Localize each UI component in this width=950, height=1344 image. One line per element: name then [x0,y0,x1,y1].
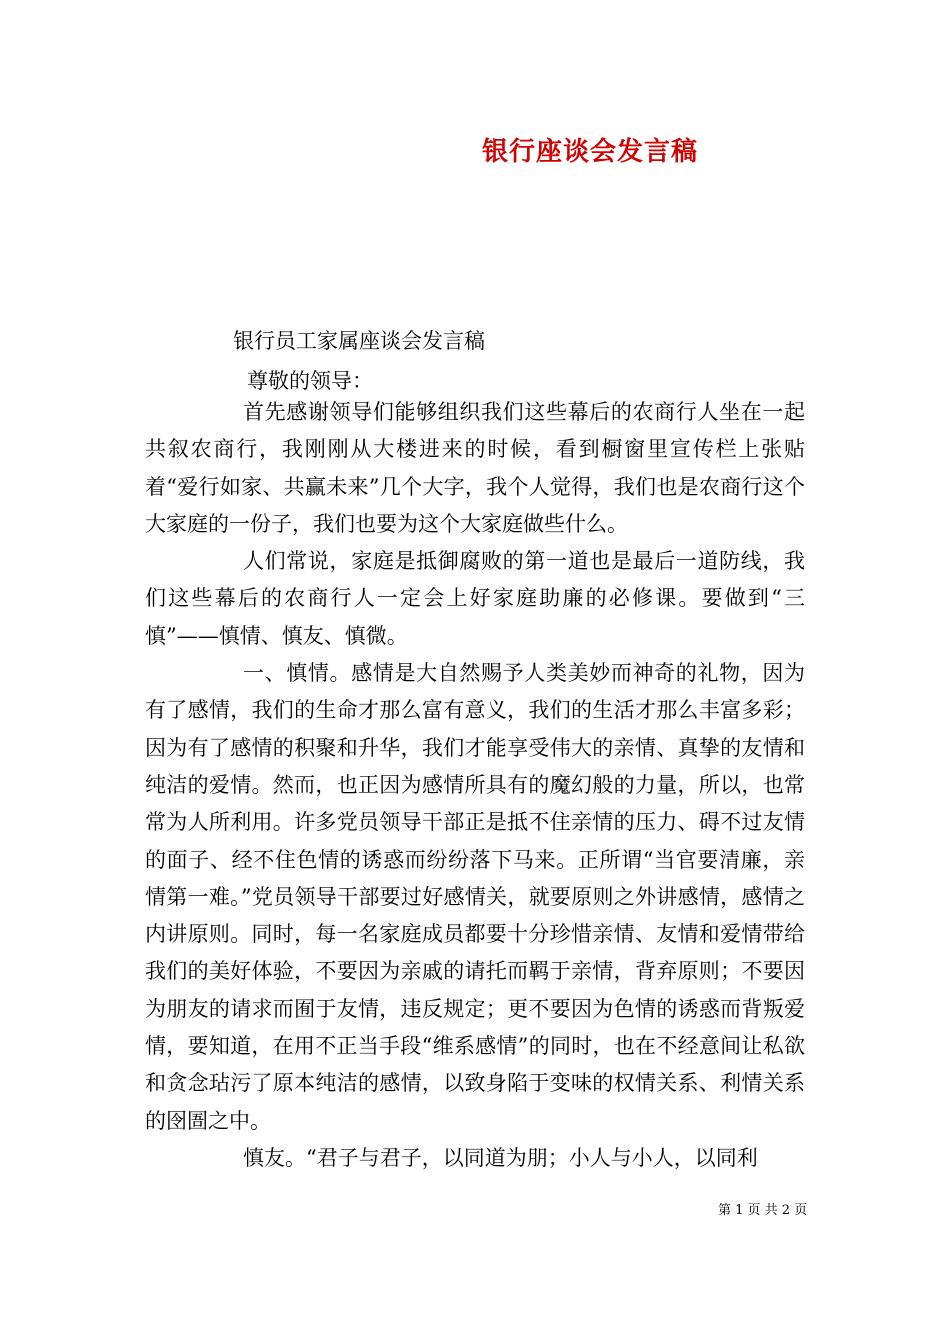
paragraph-three-cautions: 人们常说，家庭是抵御腐败的第一道也是最后一道防线，我们这些幕后的农商行人一定会上好家庭助廉的必修课。要做到“三慎”——慎情、慎友、慎微。 [145,549,805,648]
paragraph-caution-friends: 慎友。“君子与君子，以同道为朋；小人与小人，以同利 [243,1145,758,1170]
document-subtitle: 银行员工家属座谈会发言稿 [233,329,485,353]
salutation: 尊敬的领导： [247,369,373,393]
document-body [145,394,805,1177]
page-number-footer: 第 1 页 共 2 页 [718,1203,808,1218]
title-area [0,0,950,200]
paragraph-intro: 首先感谢领导们能够组织我们这些幕后的农商行人坐在一起共叙农商行，我刚刚从大楼进来的时候，看到橱窗里宣传栏上张贴着“爱行如家、共赢未来”几个大字，我个人觉得，我们也是农商行这个大家庭的一份子，我们也要为这个大家庭做些什么。 [145,400,805,536]
paragraph-caution-emotion: 一、慎情。感情是大自然赐予人类美妙而神奇的礼物，因为有了感情，我们的生命才那么富有意义，我们的生活才那么丰富多彩；因为有了感情的积聚和升华，我们才能享受伟大的亲情、真挚的友情和纯洁的爱情。然而，也正因为感情所具有的魔幻般的力量，所以，也常常为人所利用。许多党员领导干部正是抵不住亲情的压力、碍不过友情的面子、经不住色情的诱惑而纷纷落下马来。正所谓“当官要清廉，亲情第一难。”党员领导干部要过好感情关，就要原则之外讲感情，感情之内讲原则。同时，每一名家庭成员都要十分珍惜亲情、友情和爱情带给我们的美好体验，不要因为亲戚的请托而羁于亲情，背弃原则；不要因为朋友的请求而囿于友情，违反规定；更不要因为色情的诱惑而背叛爱情，要知道，在用不正当手段“维系感情”的同时，也在不经意间让私欲和贪念玷污了原本纯洁的感情，以致身陷于变味的权情关系、利情关系的囹圄之中。 [145,661,805,1133]
document-title: 银行座谈会发言稿 [481,137,698,167]
